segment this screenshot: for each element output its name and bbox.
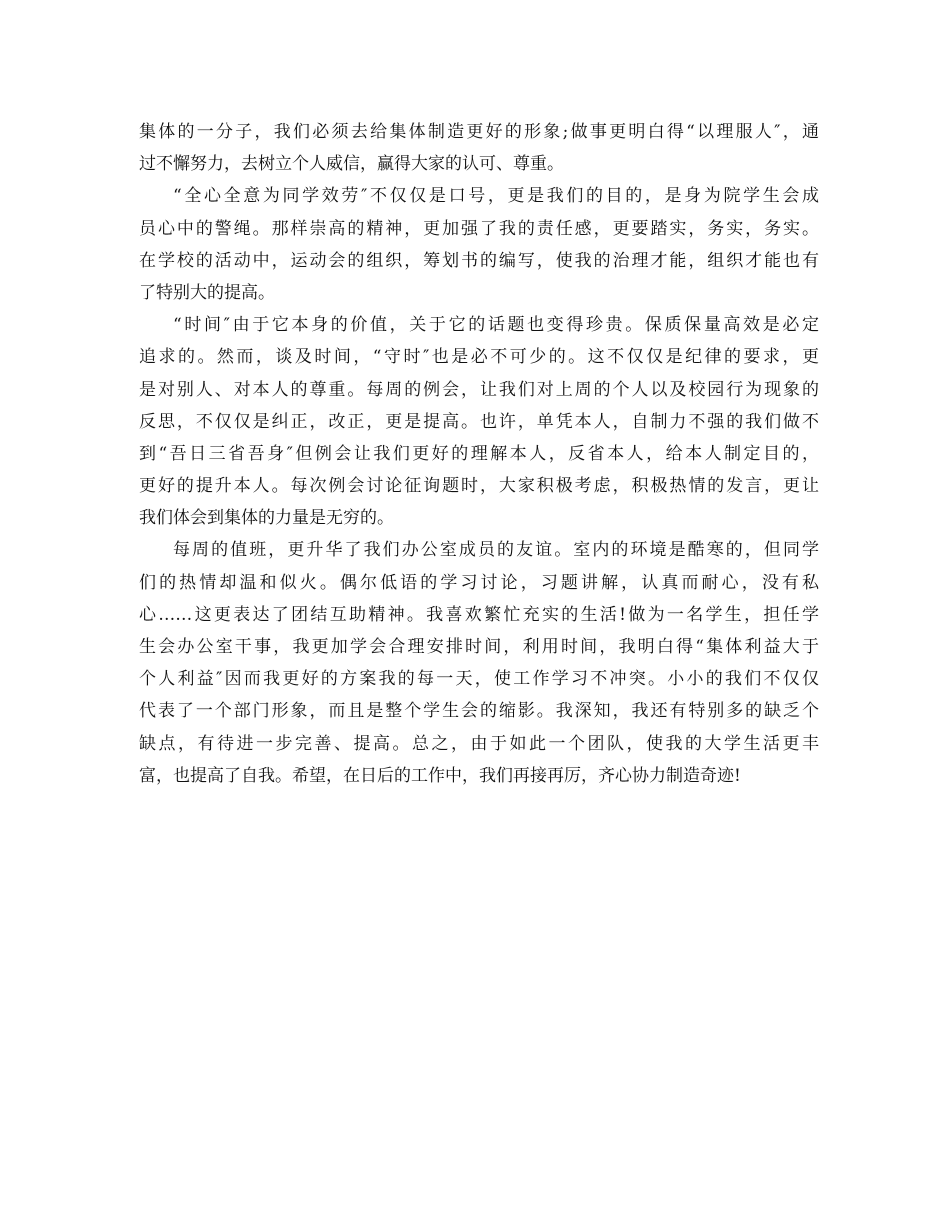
text-line: 代表了一个部门形象，而且是整个学生会的缩影。我深知，我还有特别多的缺乏个 [139,701,819,722]
text-line: 追求的。然而，谈及时间，“守时″也是必不可少的。这不仅仅是纪律的要求，更 [139,347,819,368]
text-line: 富，也提高了自我。希望，在日后的工作中，我们再接再厉，齐心协力制造奇迹! [139,765,741,786]
text-line: 我们体会到集体的力量是无穷的。 [139,508,394,529]
text-line: 更好的提升本人。每次例会讨论征询题时，大家积极考虑，积极热情的发言，更让 [139,476,819,497]
document-body [139,116,819,792]
text-line: 是对别人、对本人的尊重。每周的例会，让我们对上周的个人以及校园行为现象的 [139,379,819,400]
text-line: 了特别大的提高。 [139,282,275,303]
text-line: 个人利益″因而我更好的方案我的每一天，使工作学习不冲突。小小的我们不仅仅 [139,669,819,690]
text-line: 在学校的活动中，运动会的组织，筹划书的编写，使我的治理才能，组织才能也有 [139,250,819,271]
text-line: 员心中的警绳。那样崇高的精神，更加强了我的责任感，更要踏实，务实，务实。 [139,218,819,239]
text-line: 到“吾日三省吾身″但例会让我们更好的理解本人，反省本人，给本人制定目的， [139,443,819,464]
text-line: 缺点，有待进一步完善、提高。总之，由于如此一个团队，使我的大学生活更丰 [139,733,819,754]
text-line: 生会办公室干事，我更加学会合理安排时间，利用时间，我明白得“集体利益大于 [139,637,819,657]
text-line: 们的热情却温和似火。偶尔低语的学习讨论，习题讲解，认真而耐心，没有私 [139,572,819,593]
text-line: 每周的值班，更升华了我们办公室成员的友谊。室内的环境是酷寒的，但同学 [173,540,819,561]
text-line: 反思，不仅仅是纠正，改正，更是提高。也许，单凭本人，自制力不强的我们做不 [139,411,819,432]
text-line: 心……这更表达了团结互助精神。我喜欢繁忙充实的生活!做为一名学生，担任学 [139,604,819,625]
text-line: “全心全意为同学效劳″不仅仅是口号，更是我们的目的，是身为院学生会成 [173,186,819,207]
text-line: 过不懈努力，去树立个人威信，赢得大家的认可、尊重。 [139,154,564,175]
text-line: 集体的一分子，我们必须去给集体制造更好的形象;做事更明白得“以理服人″，通 [139,122,819,142]
text-line: “时间″由于它本身的价值，关于它的话题也变得珍贵。保质保量高效是必定 [173,315,819,336]
